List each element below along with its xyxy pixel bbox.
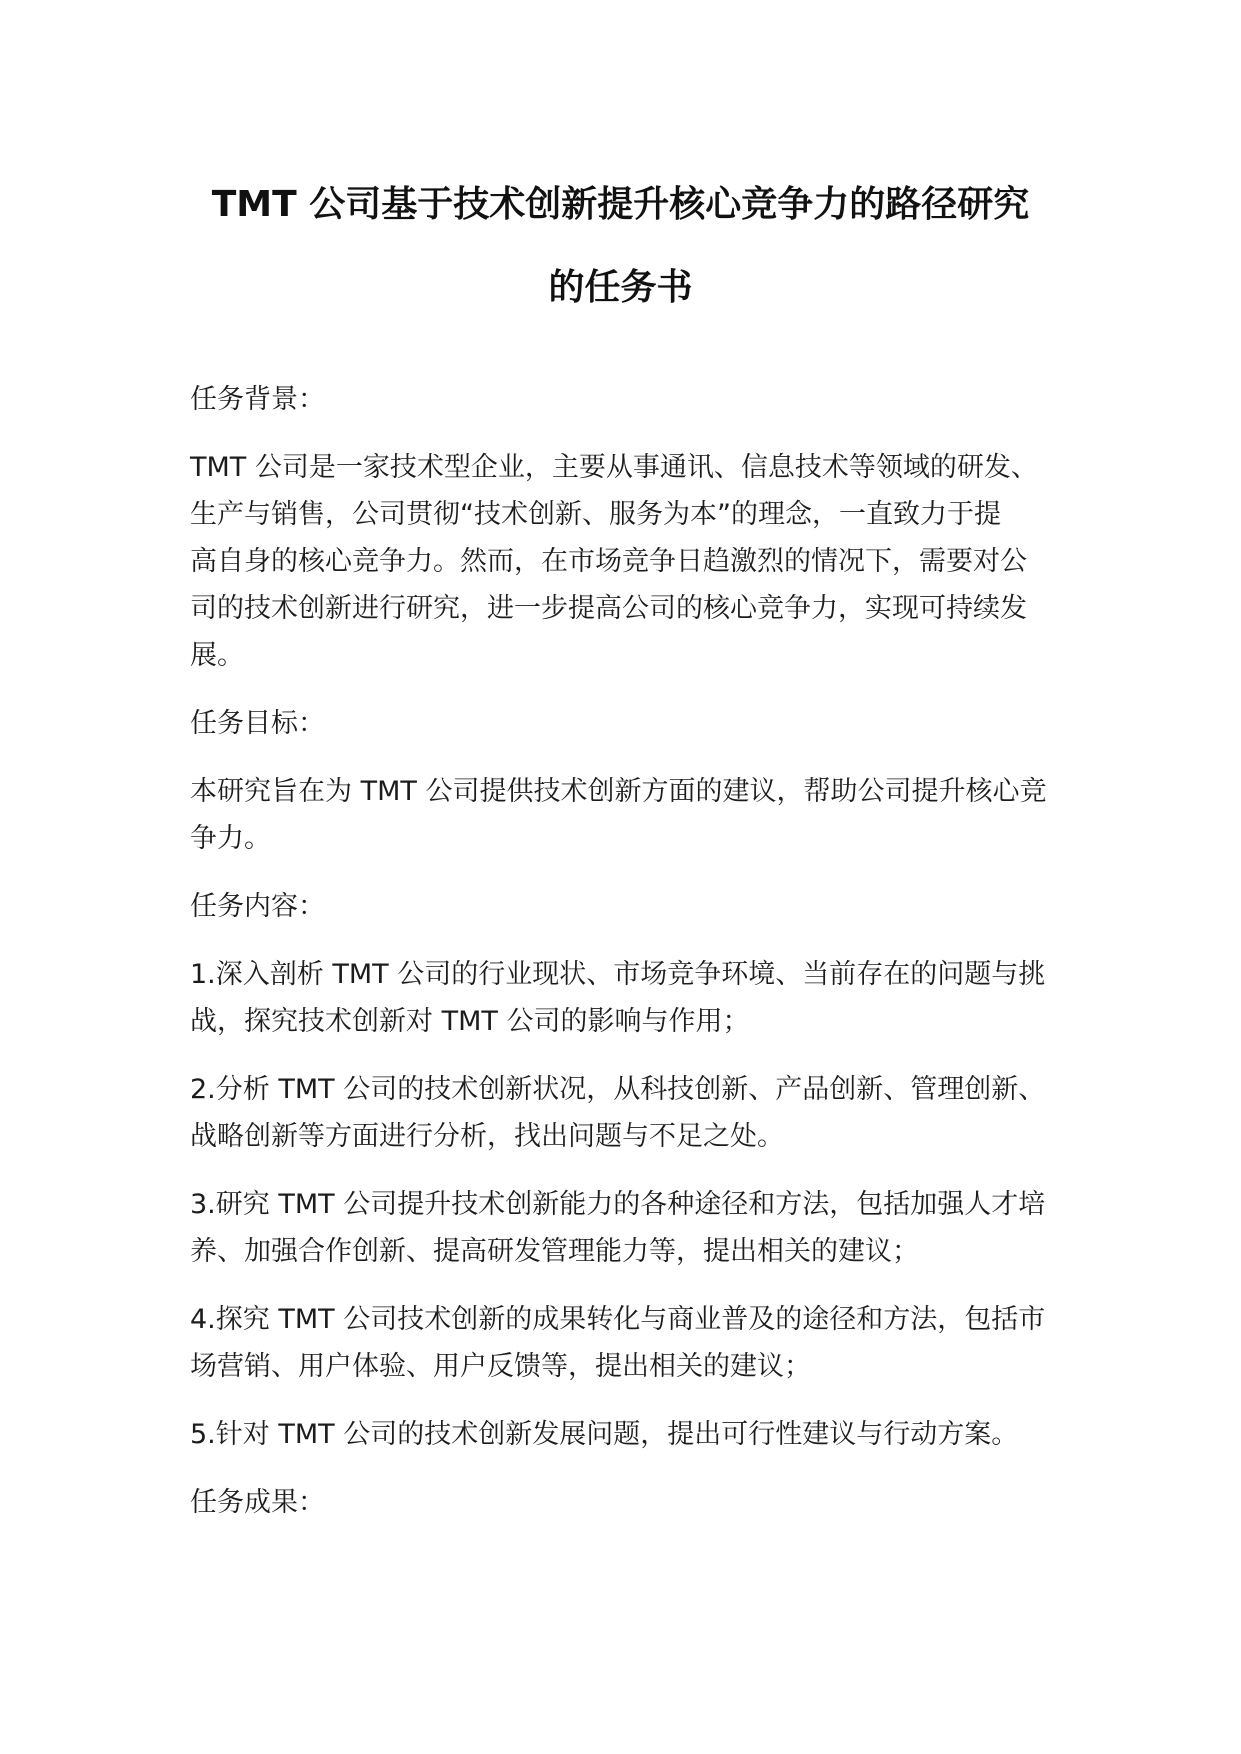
text-line: 司的技术创新进行研究，进一步提高公司的核心竞争力，实现可持续发 [190, 593, 1027, 624]
text-line: 高自身的核心竞争力。然而，在市场竞争日趋激烈的情况下，需要对公 [190, 546, 1027, 577]
title-line-1: TMT 公司基于技术创新提升核心竞争力的路径研究 [211, 184, 1030, 225]
text-line: 1.深入剖析 TMT 公司的行业现状、市场竞争环境、当前存在的问题与挑 [190, 959, 1046, 990]
content-item-3 [190, 1181, 1090, 1275]
text-line: 战略创新等方面进行分析，找出问题与不足之处。 [190, 1121, 784, 1152]
text-line: 战，探究技术创新对 TMT 公司的影响与作用； [190, 1006, 750, 1037]
document-body [190, 376, 1090, 1547]
text-line: TMT 公司是一家技术型企业，主要从事通讯、信息技术等领域的研发、 [190, 452, 1038, 483]
content-item-2 [190, 1066, 1090, 1160]
section-heading-background: 任务背景： [190, 384, 325, 415]
section-heading-deliverables: 任务成果： [190, 1487, 325, 1518]
text-line: 2.分析 TMT 公司的技术创新状况，从科技创新、产品创新、管理创新、 [190, 1074, 1046, 1105]
text-line: 3.研究 TMT 公司提升技术创新能力的各种途径和方法，包括加强人才培 [190, 1189, 1046, 1220]
text-line: 生产与销售，公司贯彻“技术创新、服务为本”的理念，一直致力于提 [190, 499, 1001, 530]
title-line-2: 的任务书 [548, 267, 693, 308]
objective-paragraph [190, 768, 1090, 862]
section-heading-content: 任务内容： [190, 891, 325, 922]
text-line: 场营销、用户体验、用户反馈等，提出相关的建议； [190, 1351, 811, 1382]
text-line: 本研究旨在为 TMT 公司提供技术创新方面的建议，帮助公司提升核心竞 [190, 776, 1047, 807]
content-item-4 [190, 1296, 1090, 1390]
document-title [0, 163, 1241, 329]
text-line: 展。 [190, 640, 244, 671]
background-paragraph [190, 444, 1090, 679]
content-item-5 [190, 1411, 1090, 1458]
text-line: 争力。 [190, 823, 271, 854]
section-heading-objective: 任务目标： [190, 708, 325, 739]
text-line: 4.探究 TMT 公司技术创新的成果转化与商业普及的途径和方法，包括市 [190, 1304, 1046, 1335]
text-line: 养、加强合作创新、提高研发管理能力等，提出相关的建议； [190, 1236, 919, 1267]
content-item-1 [190, 951, 1090, 1045]
text-line: 5.针对 TMT 公司的技术创新发展问题，提出可行性建议与行动方案。 [190, 1419, 1019, 1450]
